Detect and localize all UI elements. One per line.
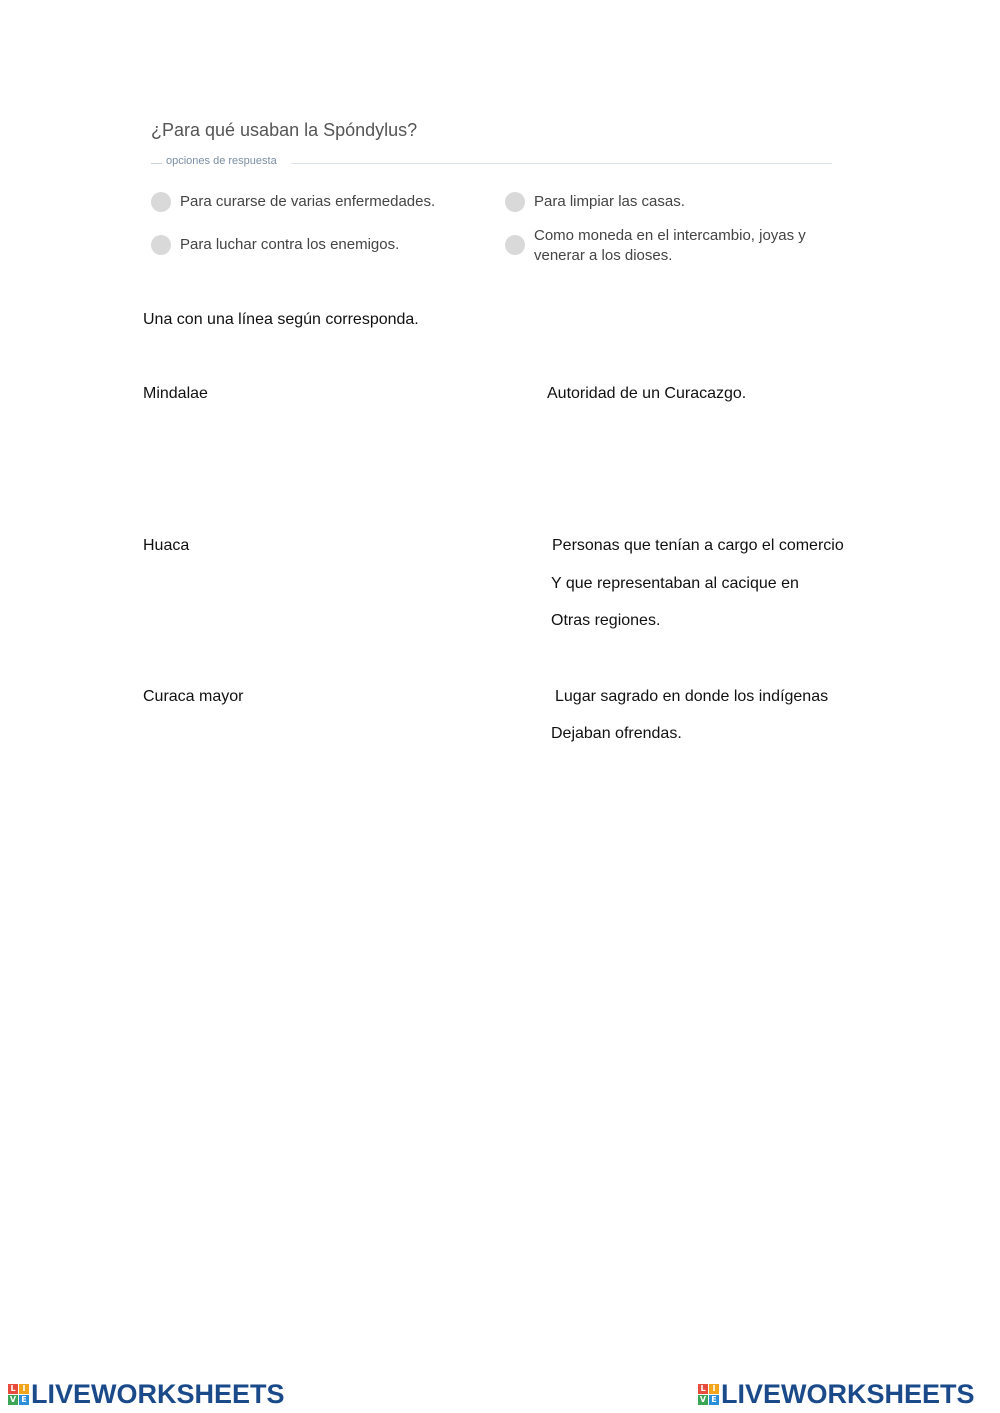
options-header [151, 155, 832, 173]
logo-mark-icon [8, 1384, 29, 1405]
logo-letter: L [698, 1384, 708, 1394]
answer-option-label: Para luchar contra los enemigos. [180, 236, 400, 253]
logo-wordmark: LIVEWORKSHEETS [721, 1378, 975, 1409]
options-header-label: opciones de respuesta [166, 155, 277, 167]
radio-button[interactable] [505, 235, 525, 255]
logo-letter: I [709, 1384, 719, 1394]
radio-button[interactable] [151, 235, 171, 255]
header-divider [291, 163, 832, 164]
liveworksheets-logo [698, 1378, 975, 1410]
definition-line: Y que representaban al cacique en [551, 575, 799, 592]
logo-mark-icon [698, 1384, 719, 1405]
instruction-text: Una con una línea según corresponda. [143, 311, 419, 328]
liveworksheets-logo [8, 1378, 285, 1410]
term-curaca-mayor: Curaca mayor [143, 688, 244, 705]
quiz-question: ¿Para qué usaban la Spóndylus? [151, 120, 418, 140]
term-huaca: Huaca [143, 537, 190, 554]
radio-button[interactable] [505, 192, 525, 212]
definition-line: Otras regiones. [551, 612, 661, 629]
definition-line: Lugar sagrado en donde los indígenas [555, 688, 829, 705]
logo-letter: E [709, 1395, 719, 1405]
answer-option-label: Para limpiar las casas. [534, 193, 685, 210]
definition-line: Personas que tenían a cargo el comercio [552, 537, 844, 554]
logo-letter: V [699, 1394, 707, 1404]
answer-option-label: Como moneda en el intercambio, joyas y venerar a los dioses. [534, 227, 806, 264]
term-mindalae: Mindalae [143, 385, 208, 402]
definition-line: Autoridad de un Curacazgo. [547, 385, 747, 402]
logo-letter: V [9, 1394, 17, 1404]
answer-option-label: Para curarse de varias enfermedades. [180, 193, 436, 210]
radio-button[interactable] [151, 192, 171, 212]
logo-letter: I [19, 1384, 29, 1394]
definition-line: Dejaban ofrendas. [551, 725, 682, 742]
header-dash [151, 163, 162, 164]
logo-letter: E [19, 1395, 29, 1405]
logo-wordmark: LIVEWORKSHEETS [31, 1378, 285, 1409]
logo-letter: L [8, 1384, 18, 1394]
